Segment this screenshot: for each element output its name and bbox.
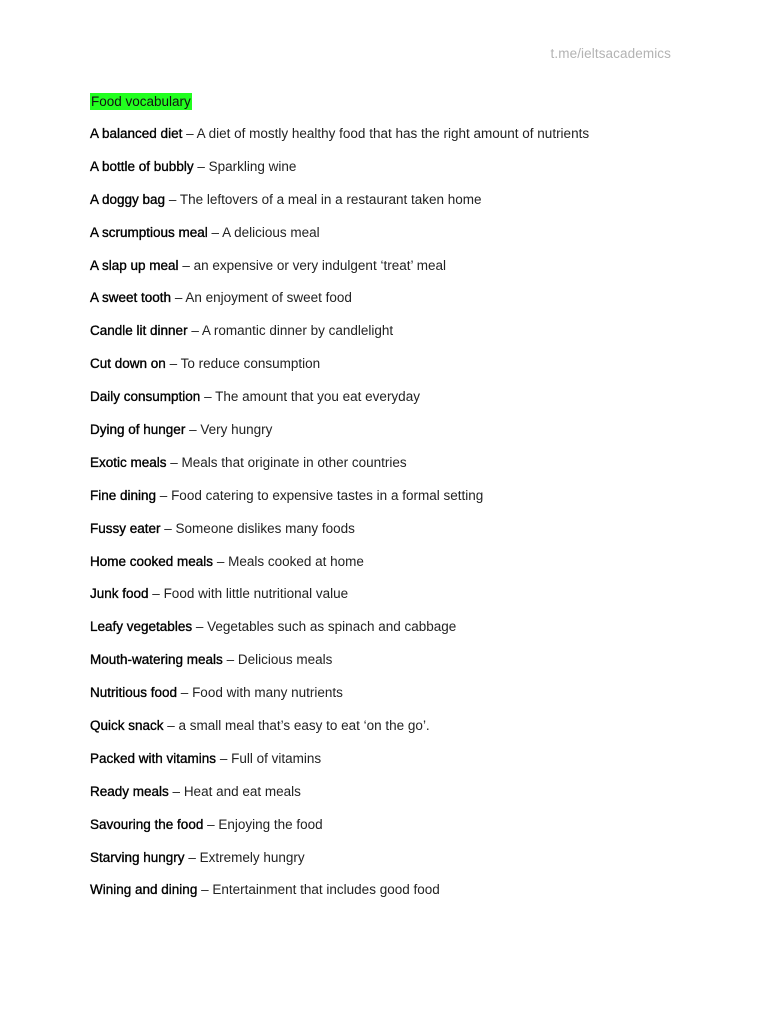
vocabulary-term: Leafy vegetables — [90, 619, 193, 635]
term-separator: – — [171, 290, 186, 306]
vocabulary-definition: Meals that originate in other countries — [181, 454, 407, 470]
vocabulary-item — [90, 453, 589, 486]
term-separator: – — [166, 454, 182, 470]
vocabulary-definition: Entertainment that includes good food — [212, 882, 440, 898]
term-separator: – — [187, 323, 202, 339]
vocabulary-item — [90, 124, 589, 157]
term-separator: – — [222, 652, 238, 668]
term-separator: – — [160, 520, 176, 536]
vocabulary-item — [90, 617, 589, 650]
vocabulary-definition: Food with many nutrients — [192, 685, 343, 701]
vocabulary-definition: To reduce consumption — [180, 356, 321, 372]
term-separator: – — [192, 619, 208, 635]
term-separator: – — [185, 422, 201, 438]
vocabulary-item — [90, 815, 589, 848]
vocabulary-term: Cut down on — [90, 356, 166, 372]
vocabulary-item — [90, 190, 589, 223]
vocabulary-definition: Food catering to expensive tastes in a formal setting — [171, 487, 484, 503]
term-separator: – — [207, 224, 223, 240]
term-separator: – — [182, 126, 197, 141]
vocabulary-definition: a small meal that’s easy to eat ‘on the go’. — [178, 718, 430, 734]
vocabulary-item — [90, 420, 589, 453]
vocabulary-definition: Food with little nutritional value — [163, 586, 349, 602]
vocabulary-term: Ready meals — [90, 783, 169, 799]
vocabulary-term: Savouring the food — [90, 816, 204, 832]
term-separator: – — [165, 356, 181, 372]
vocabulary-item — [90, 387, 589, 420]
term-separator: – — [165, 191, 180, 207]
term-separator: – — [156, 487, 172, 503]
vocabulary-definition: Extremely hungry — [199, 849, 305, 865]
vocabulary-item — [90, 354, 589, 387]
vocabulary-item — [90, 321, 589, 354]
vocabulary-item — [90, 683, 589, 716]
vocabulary-list — [90, 124, 589, 913]
vocabulary-definition: Heat and eat meals — [183, 783, 301, 799]
header-link[interactable]: t.me/ieltsacademics — [550, 46, 671, 61]
vocabulary-item — [90, 880, 589, 913]
vocabulary-term: Nutritious food — [90, 685, 178, 701]
vocabulary-term: A scrumptious meal — [90, 224, 208, 240]
vocabulary-item — [90, 519, 589, 552]
vocabulary-definition: An enjoyment of sweet food — [185, 290, 352, 306]
vocabulary-term: A slap up meal — [90, 257, 179, 273]
vocabulary-item — [90, 650, 589, 683]
vocabulary-definition: Full of vitamins — [231, 750, 322, 766]
vocabulary-item — [90, 848, 589, 881]
vocabulary-term: Fussy eater — [90, 520, 161, 536]
vocabulary-item — [90, 486, 589, 519]
vocabulary-term: Fine dining — [90, 487, 157, 503]
vocabulary-item — [90, 782, 589, 815]
vocabulary-item — [90, 552, 589, 585]
term-separator: – — [213, 553, 229, 569]
term-separator: – — [178, 257, 194, 273]
term-separator: – — [197, 882, 213, 898]
vocabulary-item — [90, 256, 589, 289]
page-title: Food vocabulary — [91, 94, 191, 109]
vocabulary-definition: A romantic dinner by candlelight — [201, 323, 394, 339]
vocabulary-term: Junk food — [90, 586, 149, 602]
vocabulary-definition: A diet of mostly healthy food that has the right amount of nutrients — [196, 126, 590, 141]
vocabulary-definition: Meals cooked at home — [228, 553, 364, 569]
vocabulary-item — [90, 716, 589, 749]
vocabulary-definition: Delicious meals — [237, 652, 333, 668]
vocabulary-term: Home cooked meals — [90, 553, 214, 569]
vocabulary-term: Wining and dining — [90, 882, 198, 898]
vocabulary-term: A balanced diet — [90, 126, 183, 141]
vocabulary-term: Exotic meals — [90, 454, 167, 470]
vocabulary-term: A doggy bag — [90, 191, 166, 207]
term-separator: – — [148, 586, 164, 602]
vocabulary-term: A bottle of bubbly — [90, 158, 194, 174]
vocabulary-definition: Vegetables such as spinach and cabbage — [207, 619, 457, 635]
vocabulary-item — [90, 584, 589, 617]
vocabulary-term: Quick snack — [90, 718, 164, 734]
vocabulary-term: Daily consumption — [90, 389, 201, 405]
vocabulary-term: Dying of hunger — [90, 422, 186, 438]
term-separator: – — [193, 158, 209, 174]
vocabulary-definition: Sparkling wine — [208, 158, 297, 174]
vocabulary-definition: Enjoying the food — [218, 816, 323, 832]
vocabulary-item — [90, 157, 589, 190]
vocabulary-definition: A delicious meal — [222, 224, 320, 240]
term-separator: – — [168, 783, 184, 799]
term-separator: – — [203, 816, 219, 832]
term-separator: – — [163, 718, 179, 734]
vocabulary-term: A sweet tooth — [90, 290, 172, 306]
vocabulary-definition: The leftovers of a meal in a restaurant taken home — [179, 191, 482, 207]
vocabulary-item — [90, 749, 589, 782]
vocabulary-definition: Someone dislikes many foods — [175, 520, 355, 536]
term-separator: – — [177, 685, 193, 701]
vocabulary-definition: an expensive or very indulgent ‘treat’ meal — [193, 257, 446, 273]
vocabulary-definition: Very hungry — [200, 422, 273, 438]
vocabulary-definition: The amount that you eat everyday — [215, 389, 420, 405]
vocabulary-term: Starving hungry — [90, 849, 185, 865]
vocabulary-term: Mouth-watering meals — [90, 652, 223, 668]
vocabulary-item — [90, 288, 589, 321]
vocabulary-term: Packed with vitamins — [90, 750, 217, 766]
term-separator: – — [216, 750, 232, 766]
term-separator: – — [200, 389, 216, 405]
vocabulary-item — [90, 223, 589, 256]
term-separator: – — [184, 849, 200, 865]
vocabulary-term: Candle lit dinner — [90, 323, 188, 339]
